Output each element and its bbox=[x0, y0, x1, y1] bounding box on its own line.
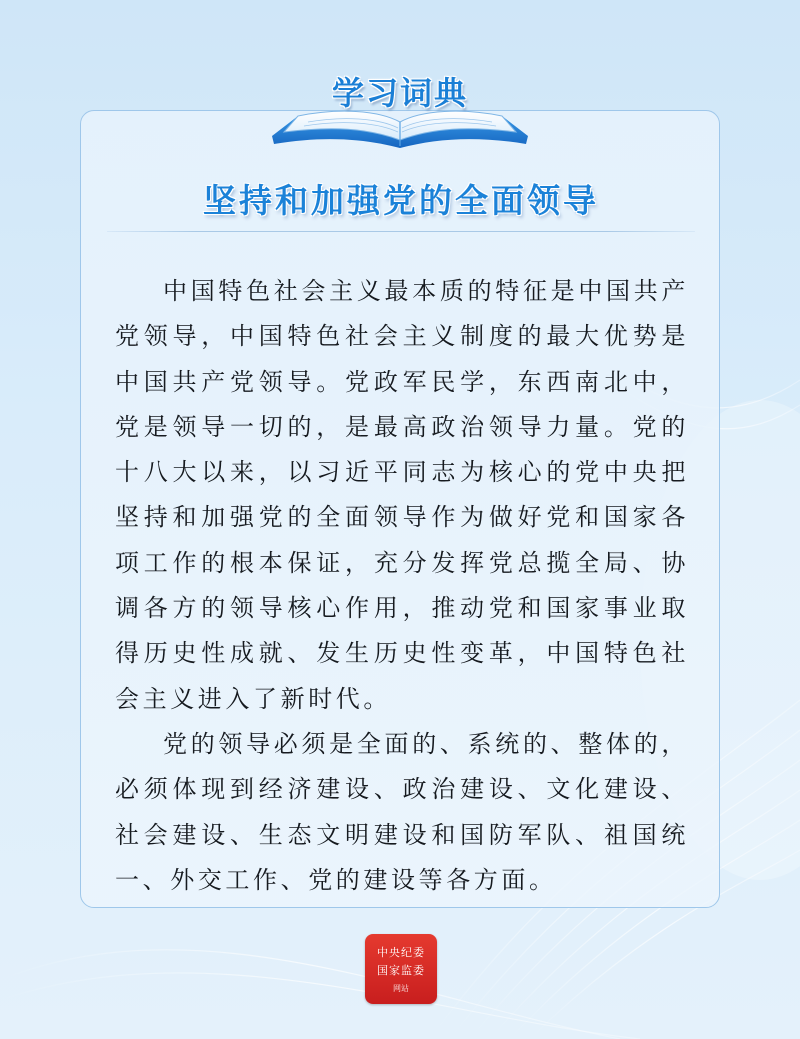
paragraph-2: 党的领导必须是全面的、系统的、整体的，必须体现到经济建设、政治建设、文化建设、社会建设、生态文明建设和国防军队、祖国统一、外交工作、党的建设等各方面。 bbox=[115, 729, 689, 894]
site-seal-logo bbox=[365, 934, 437, 1004]
paragraph-1: 中国特色社会主义最本质的特征是中国共产党领导，中国特色社会主义制度的最大优势是中国共产党领导。党政军民学，东西南北中，党是领导一切的，是最高政治领导力量。党的十八大以来，以习近平同志为核心的党中央把坚持和加强党的全面领导作为做好党和国家各项工作的根本保证，充分发挥党总揽全局、协调各方的领导核心作用，推动党和国家事业取得历史性成就、发生历史性变革，中国特色社会主义进入了新时代。 bbox=[115, 277, 689, 713]
seal-line-2: 国家监委 bbox=[377, 964, 425, 977]
content-card bbox=[80, 110, 720, 908]
seal-line-1: 中央纪委 bbox=[377, 946, 425, 959]
body-text bbox=[115, 269, 689, 903]
card-title: 坚持和加强党的全面领导 bbox=[203, 181, 599, 220]
dictionary-badge-title: 学习词典 bbox=[331, 74, 468, 112]
seal-line-3: 网站 bbox=[393, 984, 409, 993]
title-divider bbox=[107, 231, 695, 232]
